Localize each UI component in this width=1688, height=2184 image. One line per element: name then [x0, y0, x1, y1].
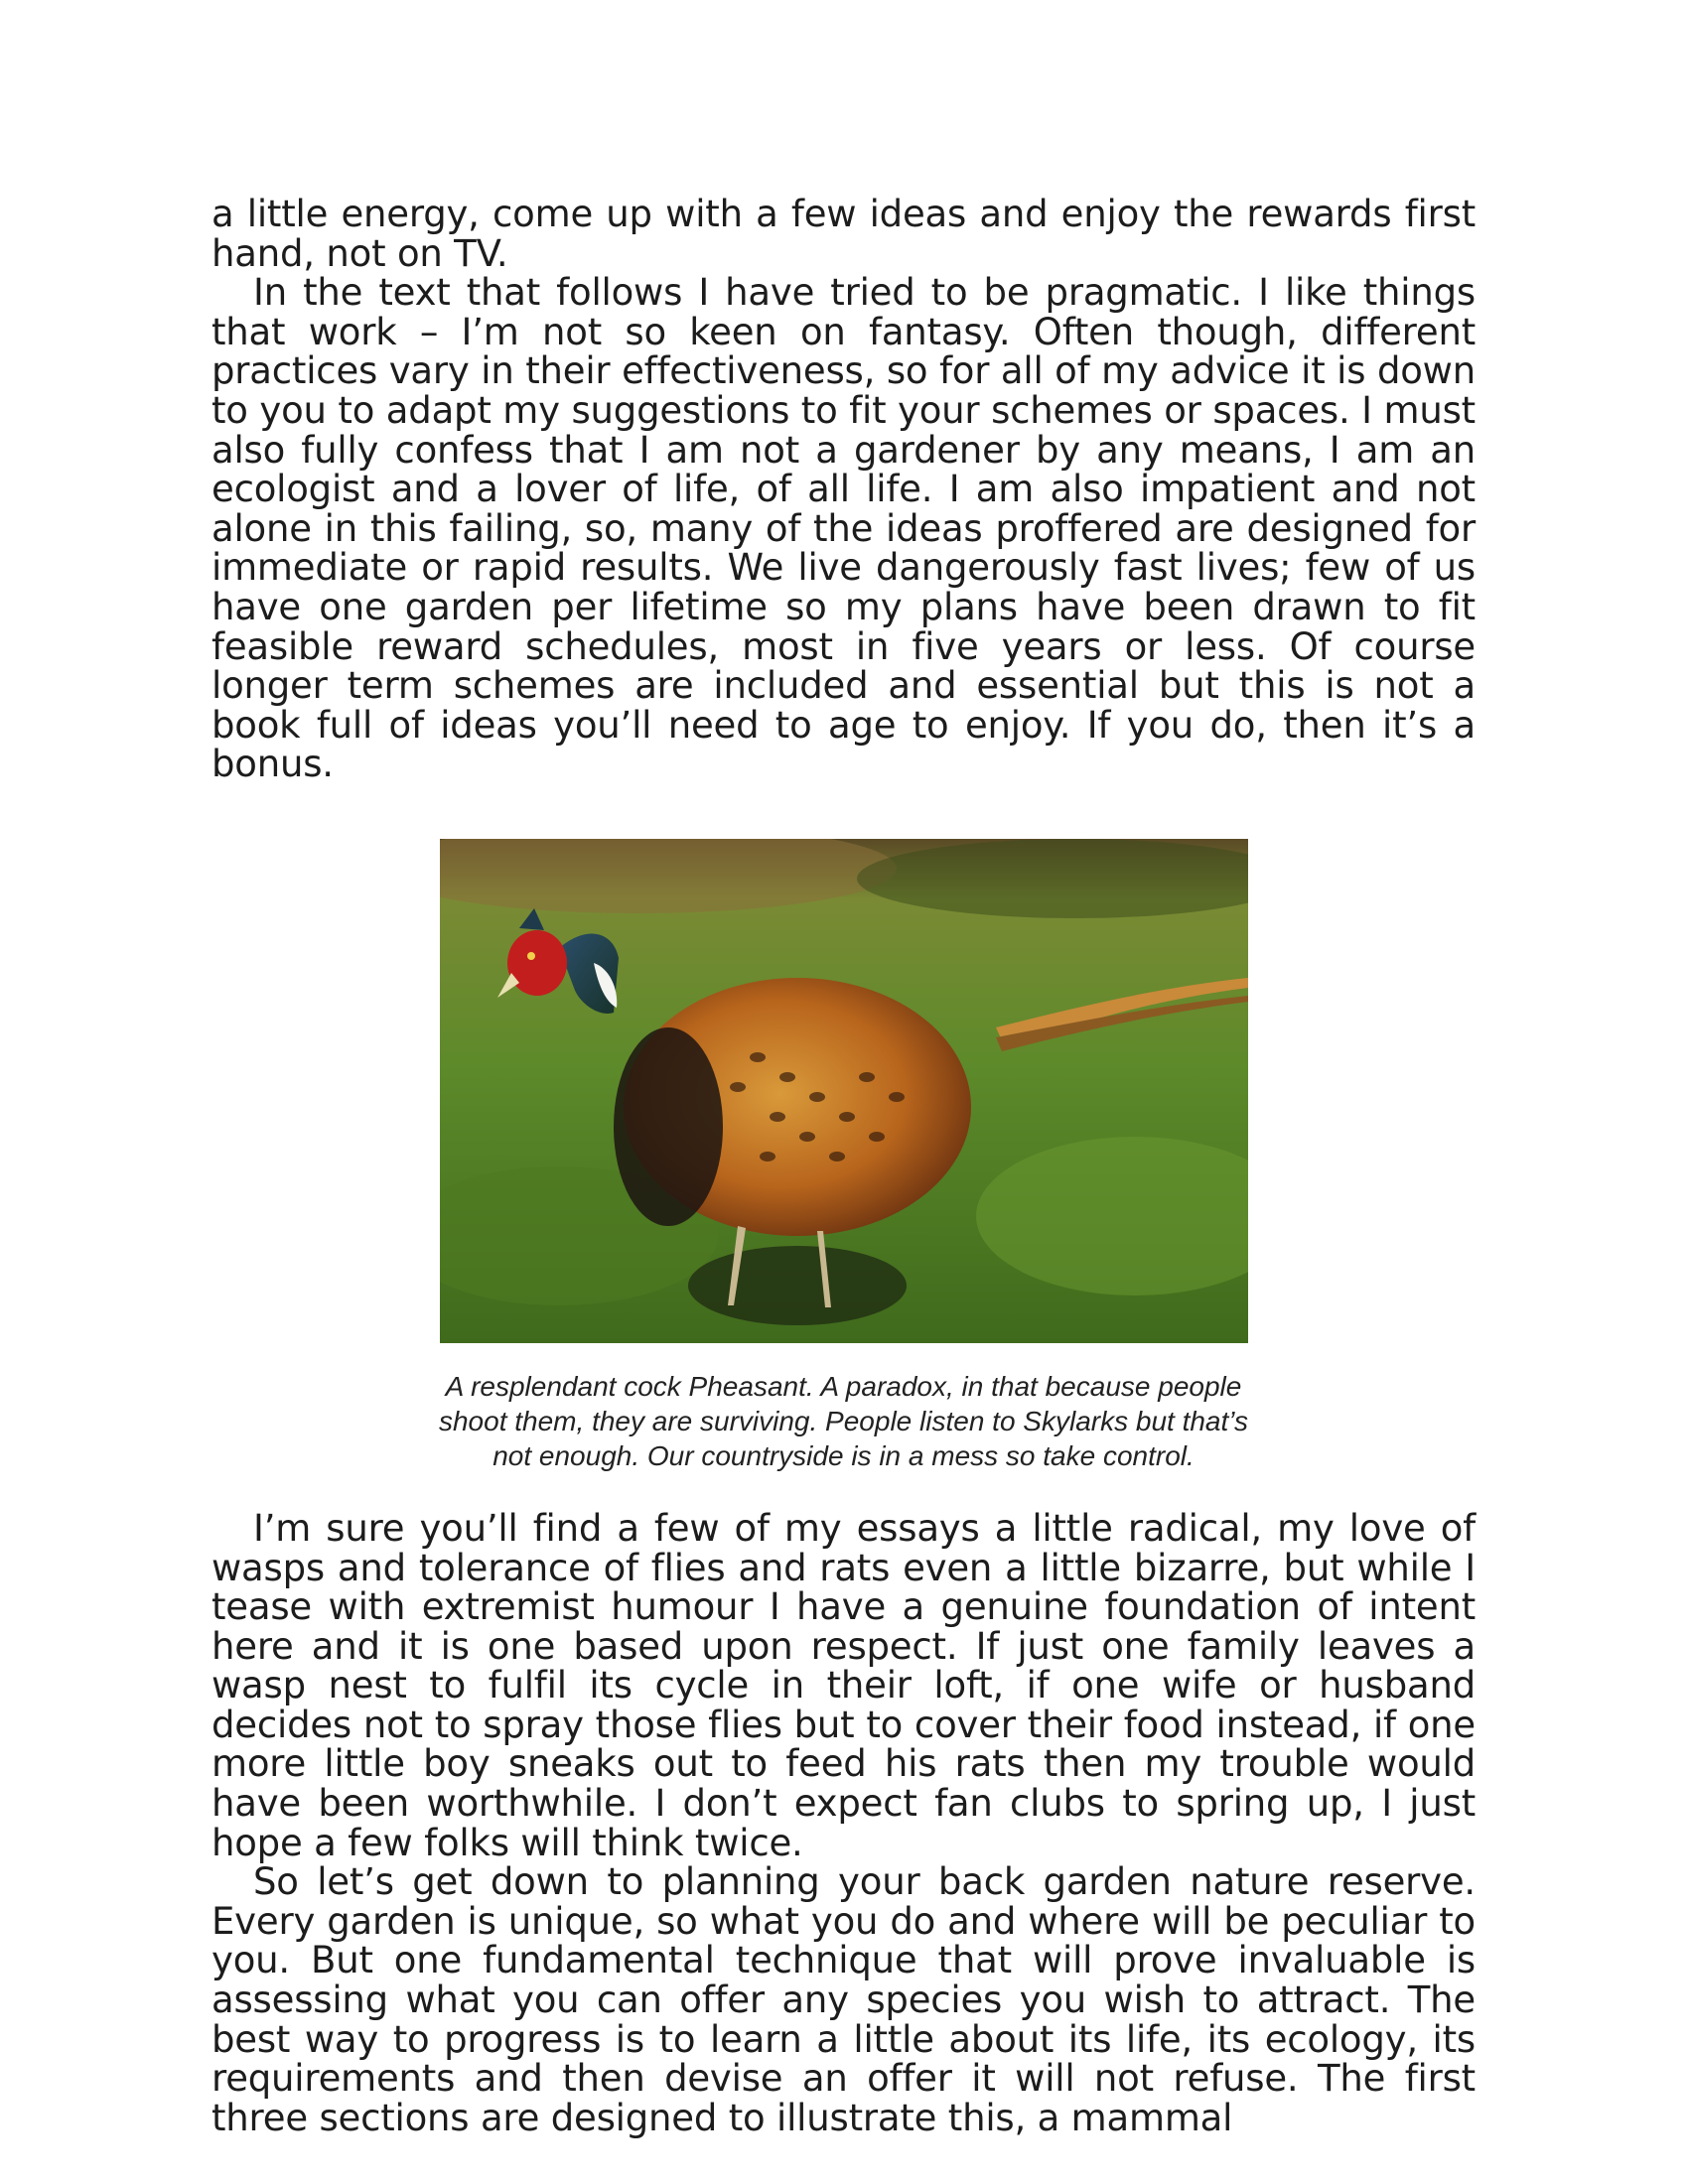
pheasant-photo	[440, 839, 1248, 1343]
figure	[440, 839, 1248, 1473]
paragraph-2: In the text that follows I have tried to be pragmatic. I like things that work – I’m not so keen on fantasy. Often though, different practices vary in their effectiveness, so for all of my advice it is down to you to adapt my suggestions to fit your schemes or spaces. I must also fully confess that I am not a gardener by any means, I am an ecologist and a lover of life, of all life. I am also impatient and not alone in this failing, so, many of the ideas proffered are designed for immediate or rapid results. We live dangerously fast lives; few of us have one garden per lifetime so my plans have been drawn to fit feasible reward schedules, most in five years or less. Of course longer term schemes are included and essential but this is not a book full of ideas you’ll need to age to enjoy. If you do, then it’s a bonus.	[211, 271, 1476, 786]
paragraph-4: So let’s get down to planning your back garden nature reserve. Every garden is unique, so what you do and where will be peculiar to you. But one fundamental technique that will prove invaluable is assessing what you can offer any species you wish to attract. The best way to progress is to learn a little about its life, its ecology, its requirements and then devise an offer it will not refuse. The first three sections are designed to illustrate this, a mammal	[211, 1860, 1476, 2139]
paragraph-1: a little energy, come up with a few ideas and enjoy the rewards first hand, not on TV.	[211, 193, 1476, 275]
page-content	[211, 195, 1476, 2137]
paragraph-3: I’m sure you’ll find a few of my essays a little radical, my love of wasps and tolerance of flies and rats even a little bizarre, but while I tease with extremist humour I have a genuine foundation of intent here and it is one based upon respect. If just one family leaves a wasp nest to fulfil its cycle in their loft, if one wife or husband decides not to spray those flies but to cover their food instead, if one more little boy sneaks out to feed his rats then my trouble would have been worthwhile. I don’t expect fan clubs to spring up, I just hope a few folks will think twice.	[211, 1506, 1476, 1864]
figure-caption: A resplendant cock Pheasant. A paradox, in that because people shoot them, they are surviving. People listen to Skylarks but that’s not enough. Our countryside is in a mess so take control.	[438, 1370, 1248, 1471]
